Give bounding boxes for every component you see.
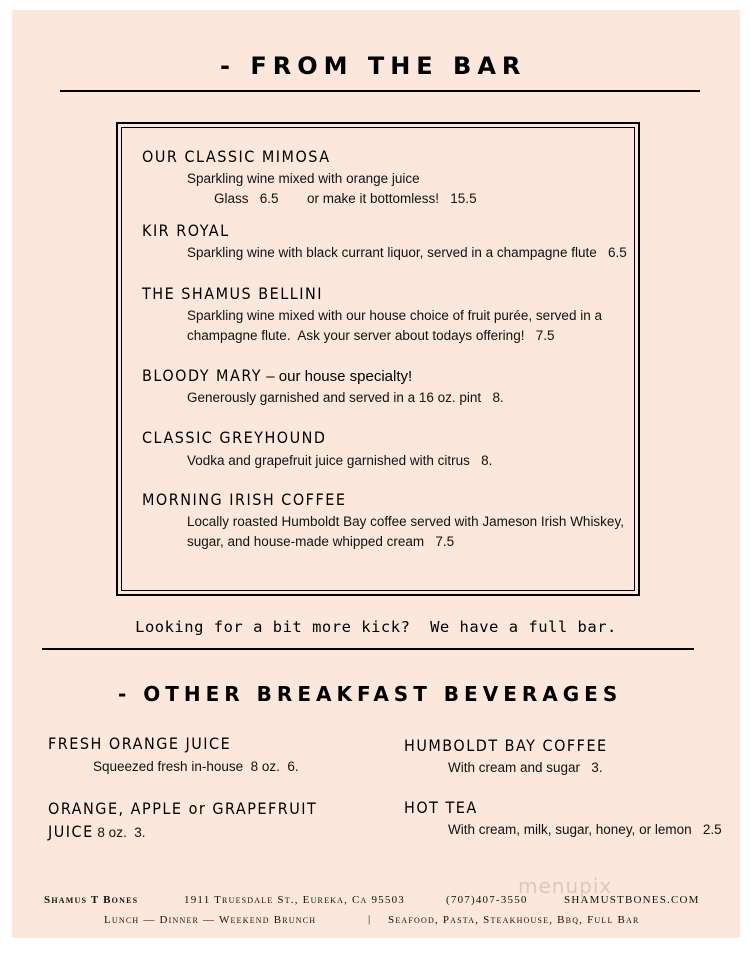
- menu-page: [12, 10, 740, 938]
- footer-restaurant-name: Shamus T Bones: [44, 894, 139, 906]
- item-bellini-desc-line2: champagne flute. Ask your server about todays offering! 7.5: [187, 328, 555, 343]
- footer-cuisine: Seafood, Pasta, Steakhouse, Bbq, Full Bar: [388, 914, 640, 926]
- item-coffee-name: HUMBOLDT BAY COFFEE: [404, 736, 608, 755]
- item-kir-royal-name: KIR ROYAL: [142, 221, 230, 240]
- item-mimosa-bottomless-price: or make it bottomless! 15.5: [307, 191, 477, 206]
- menupix-watermark: menupix: [518, 874, 613, 898]
- item-bellini-name: THE SHAMUS BELLINI: [142, 284, 324, 303]
- item-irish-coffee-name: MORNING IRISH COFFEE: [142, 490, 347, 509]
- full-bar-note: Looking for a bit more kick? We have a full bar.: [135, 618, 617, 636]
- bar-section-title: - FROM THE BAR: [220, 52, 527, 80]
- item-mimosa-desc: Sparkling wine mixed with orange juice: [187, 171, 420, 186]
- item-bloody-mary-title: BLOODY MARY: [142, 366, 263, 385]
- item-irish-coffee-desc-line2: sugar, and house-made whipped cream 7.5: [187, 534, 455, 549]
- item-greyhound-desc: Vodka and grapefruit juice garnished with citrus 8.: [187, 453, 493, 468]
- bar-title-rule: [60, 90, 700, 92]
- item-juice-name-line2: [48, 822, 145, 843]
- footer-phone: (707)407-3550: [446, 894, 528, 906]
- item-greyhound-name: CLASSIC GREYHOUND: [142, 428, 327, 447]
- footer-hours: Lunch — Dinner — Weekend Brunch: [104, 914, 317, 926]
- item-mimosa-glass-price: Glass 6.5: [214, 191, 279, 206]
- item-coffee-desc: With cream and sugar 3.: [448, 760, 603, 775]
- item-bellini-desc-line1: Sparkling wine mixed with our house choice of fruit purée, served in a: [187, 308, 602, 323]
- item-bloody-mary-tagline: – our house specialty!: [262, 368, 413, 385]
- item-orange-juice-name: FRESH ORANGE JUICE: [48, 734, 232, 753]
- item-mimosa-name: OUR CLASSIC MIMOSA: [142, 147, 331, 166]
- item-irish-coffee-desc-line1: Locally roasted Humboldt Bay coffee served with Jameson Irish Whiskey,: [187, 514, 624, 529]
- item-hot-tea-desc: With cream, milk, sugar, honey, or lemon 2.5: [448, 822, 722, 837]
- footer-address: 1911 Truesdale St., Eureka, Ca 95503: [184, 894, 405, 906]
- footer-website: SHAMUSTBONES.COM: [564, 894, 700, 906]
- item-juice-name-line1: ORANGE, APPLE or GRAPEFRUIT: [48, 799, 318, 818]
- item-juice-price: 8 oz. 3.: [93, 825, 146, 840]
- item-hot-tea-name: HOT TEA: [404, 798, 478, 817]
- footer-separator: |: [368, 913, 372, 925]
- item-bloody-mary-name: [142, 366, 412, 385]
- item-kir-royal-desc: Sparkling wine with black currant liquor, served in a champagne flute 6.5: [187, 245, 627, 260]
- item-bloody-mary-desc: Generously garnished and served in a 16 oz. pint 8.: [187, 390, 504, 405]
- other-section-title: - OTHER BREAKFAST BEVERAGES: [118, 682, 623, 706]
- item-orange-juice-desc: Squeezed fresh in-house 8 oz. 6.: [93, 759, 299, 774]
- item-juice-title: JUICE: [48, 822, 94, 841]
- bar-section-bottom-rule: [42, 648, 694, 650]
